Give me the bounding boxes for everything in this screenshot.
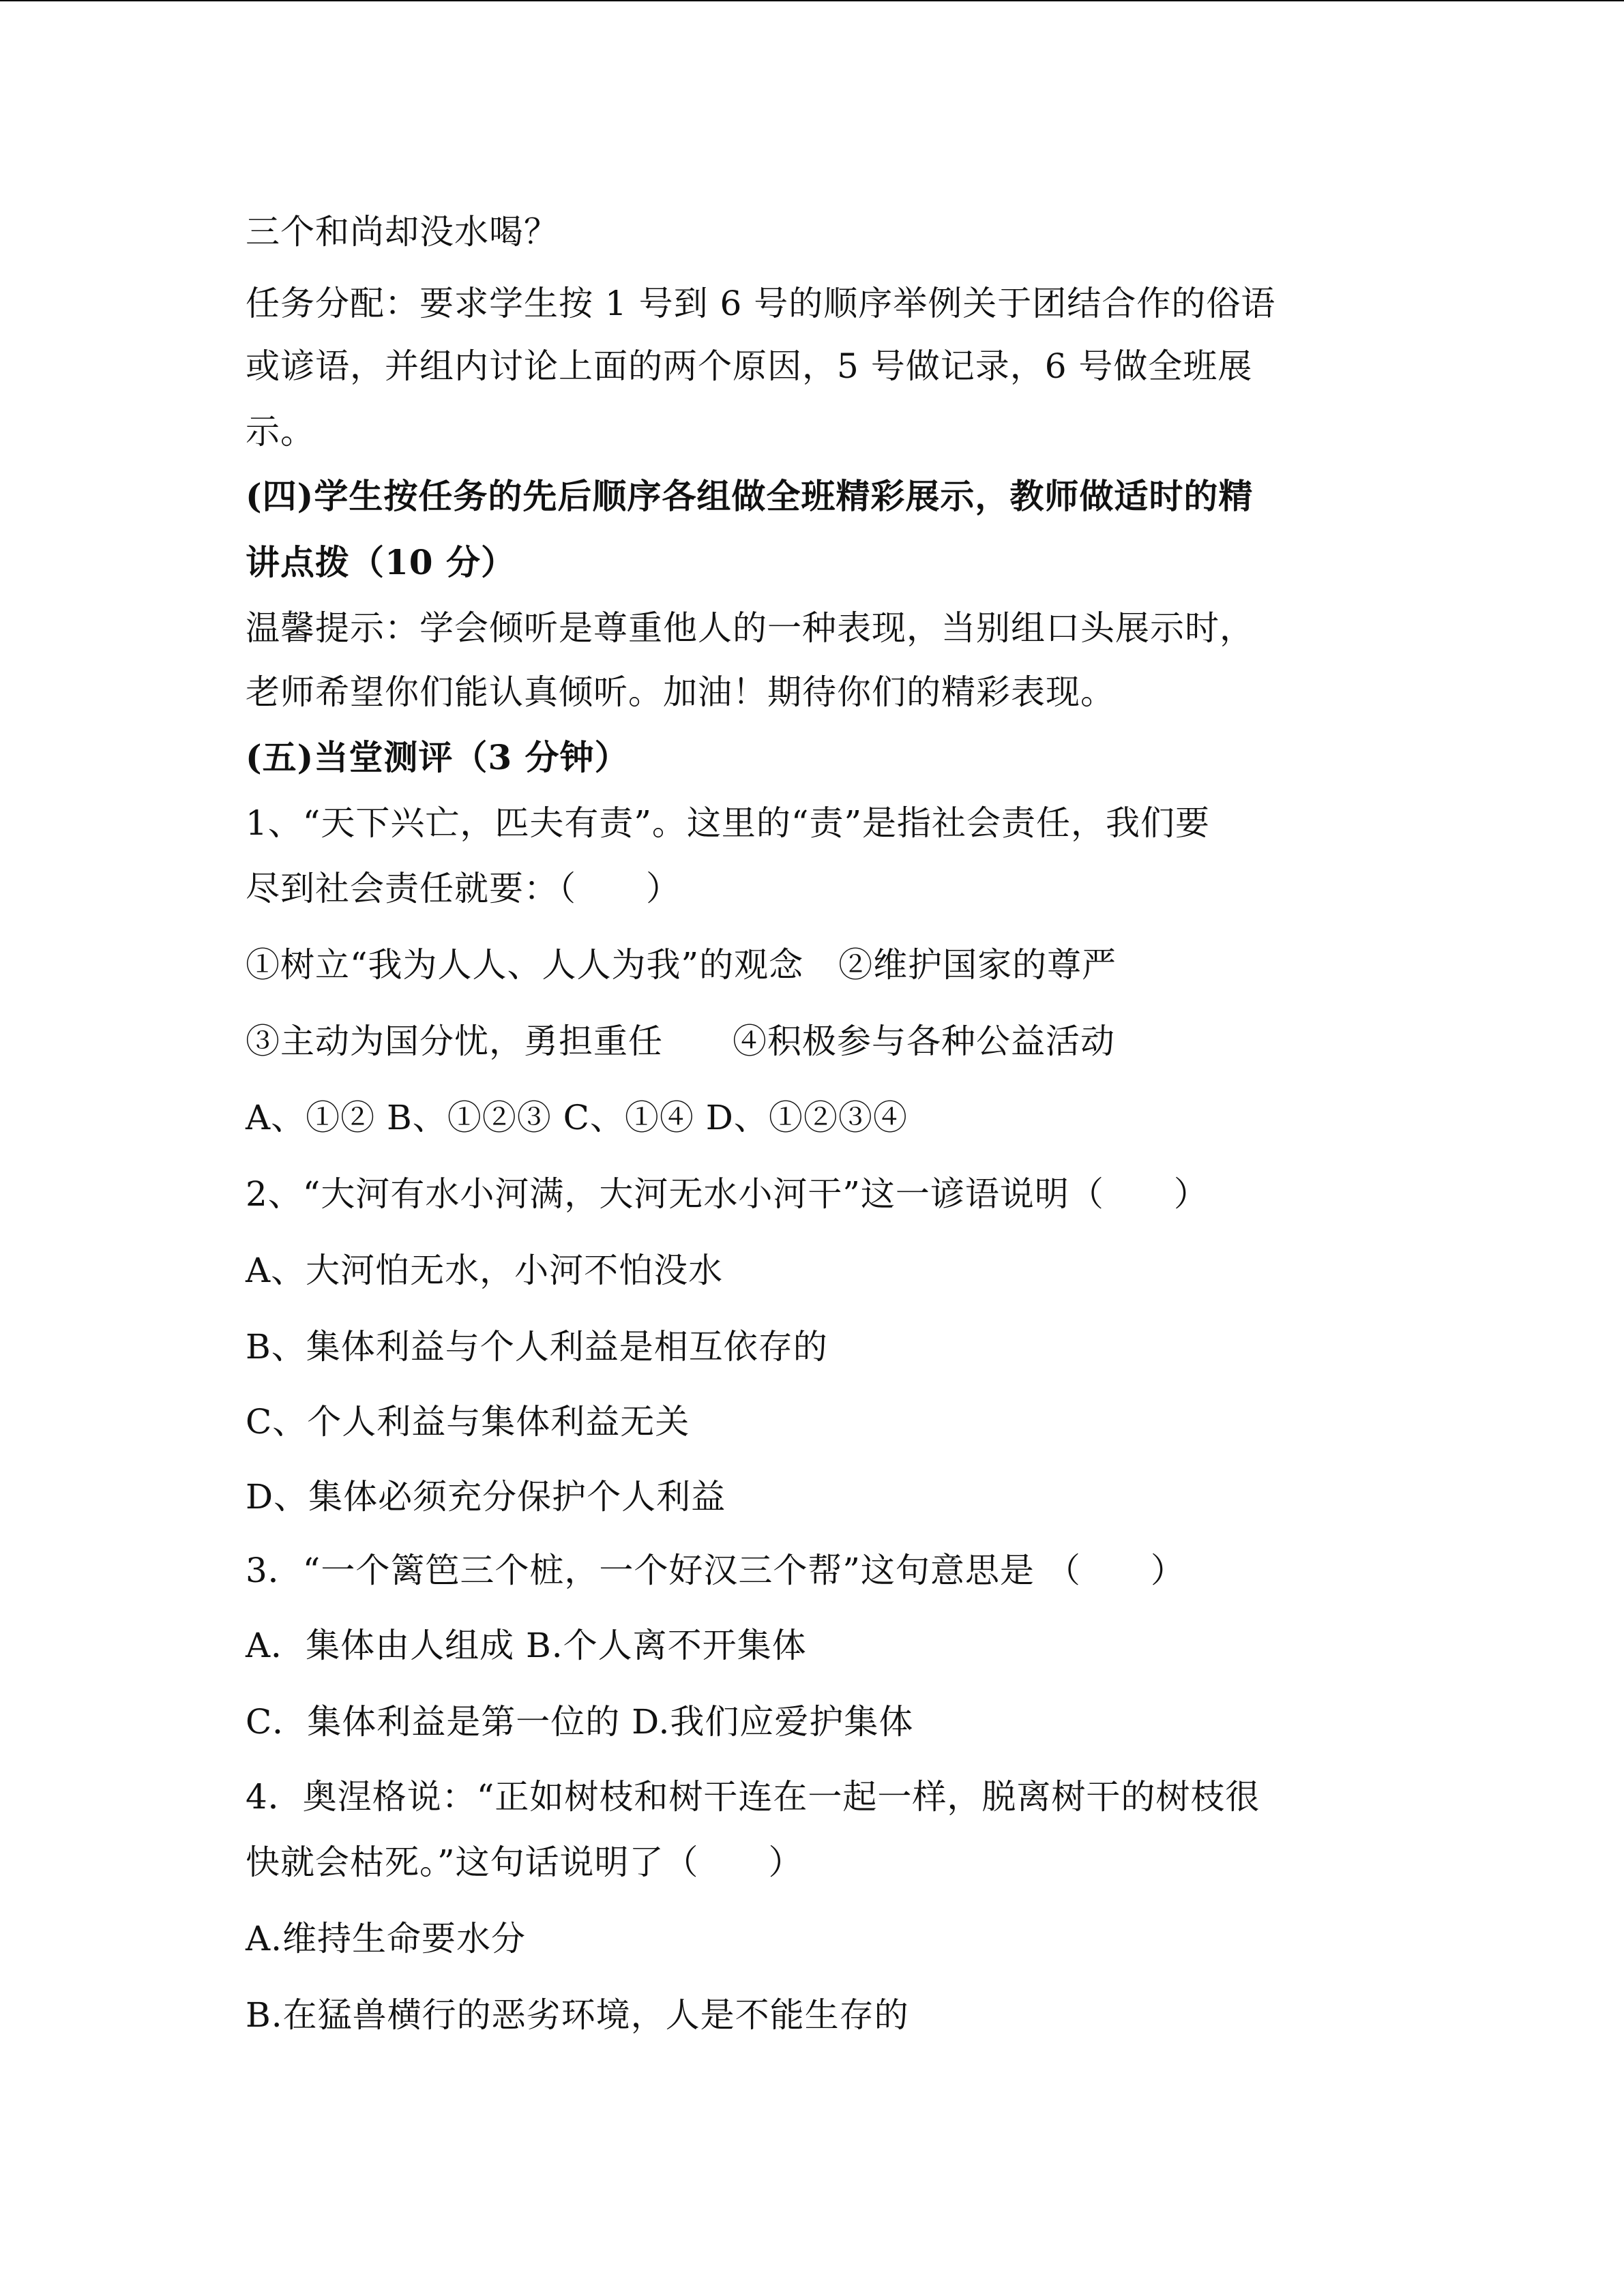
section-five-heading: (五)当堂测评（3 分钟） <box>246 737 630 777</box>
task-assignment-line-2: 或谚语，并组内讨论上面的两个原因，5 号做记录，6 号做全班展 <box>246 346 1253 386</box>
question-4-line-2: 快就会枯死。”这句话说明了（ ） <box>246 1843 803 1882</box>
question-3-options-ab: A．集体由人组成 B.个人离不开集体 <box>246 1626 807 1665</box>
task-assignment-line-1: 任务分配：要求学生按 1 号到 6 号的顺序举例关于团结合作的俗语 <box>246 284 1276 323</box>
question-2-option-d: D、集体必须充分保护个人利益 <box>246 1477 726 1517</box>
section-four-heading-line-1: (四)学生按任务的先后顺序各组做全班精彩展示，教师做适时的精 <box>246 476 1254 516</box>
section-four-heading-line-2: 讲点拨（10 分） <box>246 542 516 582</box>
question-4-line-1: 4．奥涅格说：“正如树枝和树干连在一起一样，脱离树干的树枝很 <box>246 1777 1260 1817</box>
question-1-statements-1: ①树立“我为人人、人人为我”的观念 ②维护国家的尊严 <box>246 945 1117 985</box>
task-assignment-line-3: 示。 <box>246 412 315 451</box>
text-line-1: 三个和尚却没水喝？ <box>246 212 559 252</box>
question-1-statements-2: ③主动为国分忧，勇担重任 ④积极参与各种公益活动 <box>246 1022 1115 1061</box>
question-2-stem: 2、“大河有水小河满，大河无水小河干”这一谚语说明（ ） <box>246 1174 1209 1214</box>
tip-line-2: 老师希望你们能认真倾听。加油！期待你们的精彩表现。 <box>246 672 1115 712</box>
question-2-option-a: A、大河怕无水，小河不怕没水 <box>246 1251 724 1290</box>
tip-line-1: 温馨提示：学会倾听是尊重他人的一种表现，当别组口头展示时， <box>246 608 1254 648</box>
question-4-option-a: A.维持生命要水分 <box>246 1919 527 1958</box>
question-3-options-cd: C．集体利益是第一位的 D.我们应爱护集体 <box>246 1702 914 1742</box>
question-1-line-2: 尽到社会责任就要：（ ） <box>246 869 681 908</box>
question-4-option-b: B.在猛兽横行的恶劣环境，人是不能生存的 <box>246 1995 909 2035</box>
question-2-option-c: C、个人利益与集体利益无关 <box>246 1402 690 1442</box>
question-3-stem: 3．“一个篱笆三个桩，一个好汉三个帮”这句意思是 （ ） <box>246 1551 1185 1590</box>
question-1-options: A、①② B、①②③ C、①④ D、①②③④ <box>246 1098 908 1137</box>
question-2-option-b: B、集体利益与个人利益是相互依存的 <box>246 1327 828 1367</box>
question-1-line-1: 1、“天下兴亡，匹夫有责”。这里的“责”是指社会责任，我们要 <box>246 803 1211 843</box>
